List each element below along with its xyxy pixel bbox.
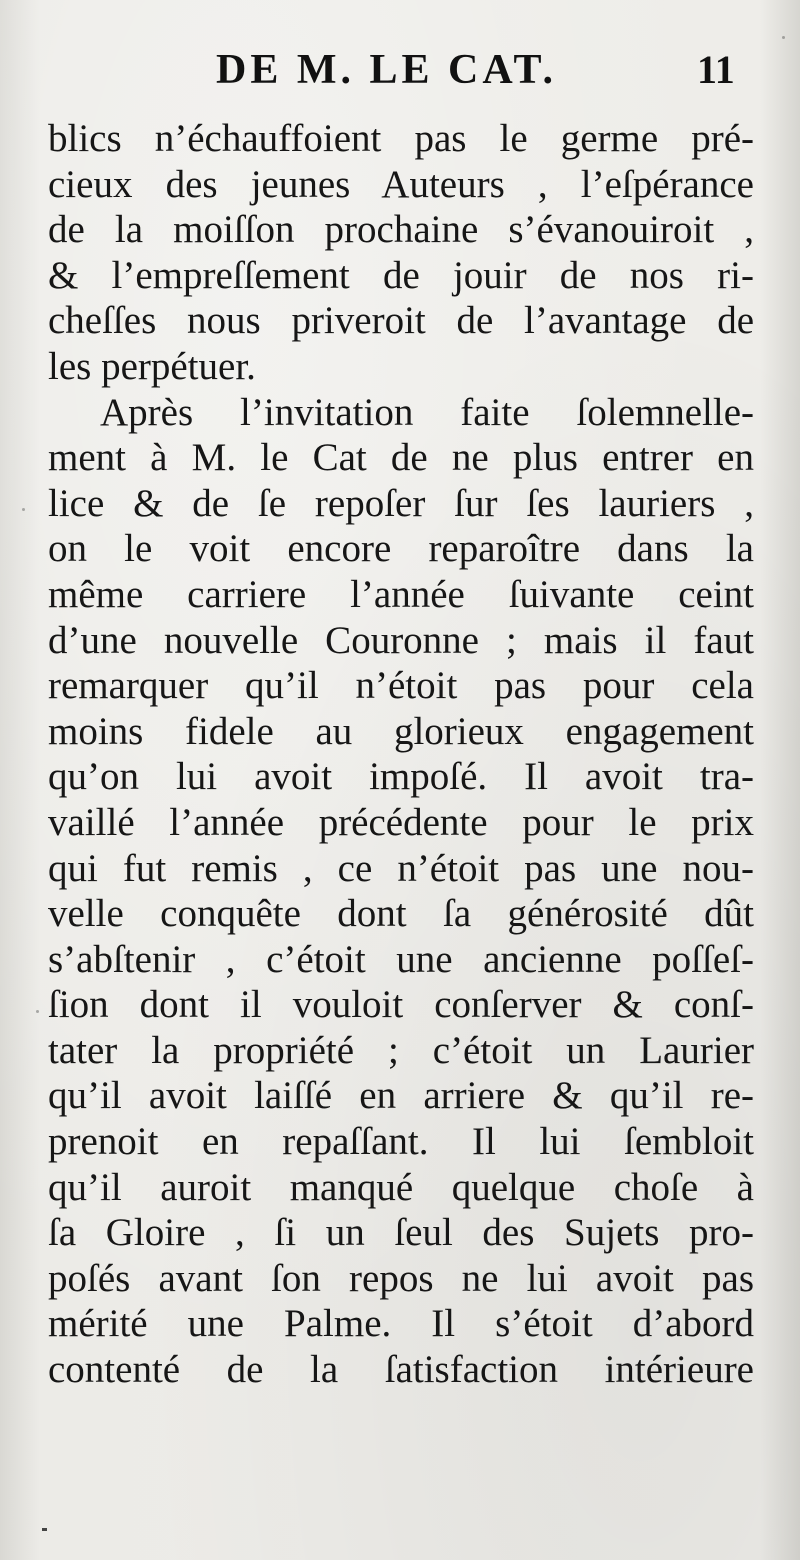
text-line: on le voit encore reparoître dans la xyxy=(48,527,754,571)
paper-speck xyxy=(782,36,785,39)
paper-speck xyxy=(36,1010,39,1013)
page-number: 11 xyxy=(697,47,735,92)
text-line: moins fidele au glorieux engagement xyxy=(48,709,754,753)
text-line: même carriere l’année ſuivante ceint xyxy=(48,572,754,616)
text-line: cieux des jeunes Auteurs , l’eſpérance xyxy=(48,162,754,206)
text-line: remarquer qu’il n’étoit pas pour cela xyxy=(48,664,754,708)
page-header xyxy=(0,46,800,96)
text-line: qu’il avoit laiſſé en arriere & qu’il re- xyxy=(48,1074,754,1118)
running-head: DE M. LE CAT. xyxy=(216,47,557,93)
text-line: cheſſes nous priveroit de l’avantage de xyxy=(48,299,754,343)
text-line: s’abſtenir , c’étoit une ancienne poſſeſ- xyxy=(48,937,754,981)
text-line: qu’on lui avoit impoſé. Il avoit tra- xyxy=(48,755,754,799)
paper-speck xyxy=(22,508,25,511)
text-line: tater la propriété ; c’étoit un Laurier xyxy=(48,1028,754,1072)
text-line: velle conquête dont ſa générosité dût xyxy=(48,892,754,936)
text-line: ſion dont il vouloit conſerver & conſ- xyxy=(48,983,754,1027)
text-line: mérité une Palme. Il s’étoit d’abord xyxy=(48,1302,754,1346)
text-line: d’une nouvelle Couronne ; mais il faut xyxy=(48,618,754,662)
text-line: ment à M. le Cat de ne plus entrer en xyxy=(48,436,754,480)
text-line: blics n’échauffoient pas le germe pré- xyxy=(48,117,754,160)
text-line: qui fut remis , ce n’étoit pas une nou- xyxy=(48,846,754,890)
margin-mark xyxy=(42,1528,47,1531)
text-line: qu’il auroit manqué quelque choſe à xyxy=(48,1165,754,1209)
text-line: & l’empreſſement de jouir de nos ri- xyxy=(48,253,754,297)
text-line: ſa Gloire , ſi un ſeul des Sujets pro- xyxy=(48,1211,754,1255)
body-text xyxy=(48,116,754,1393)
text-line: prenoit en repaſſant. Il lui ſembloit xyxy=(48,1120,754,1164)
text-line: lice & de ſe repoſer ſur ſes lauriers , xyxy=(48,481,754,525)
text-line: contenté de la ſatisfaction intérieure xyxy=(48,1348,754,1392)
text-line: poſés avant ſon repos ne lui avoit pas xyxy=(48,1256,754,1300)
text-line: de la moiſſon prochaine s’évanouiroit , xyxy=(48,208,754,252)
text-line-paragraph-start: Après l’invitation faite ſolemnelle- xyxy=(100,390,754,434)
text-line: les perpétuer. xyxy=(48,344,256,388)
text-line: vaillé l’année précédente pour le prix xyxy=(48,800,754,844)
